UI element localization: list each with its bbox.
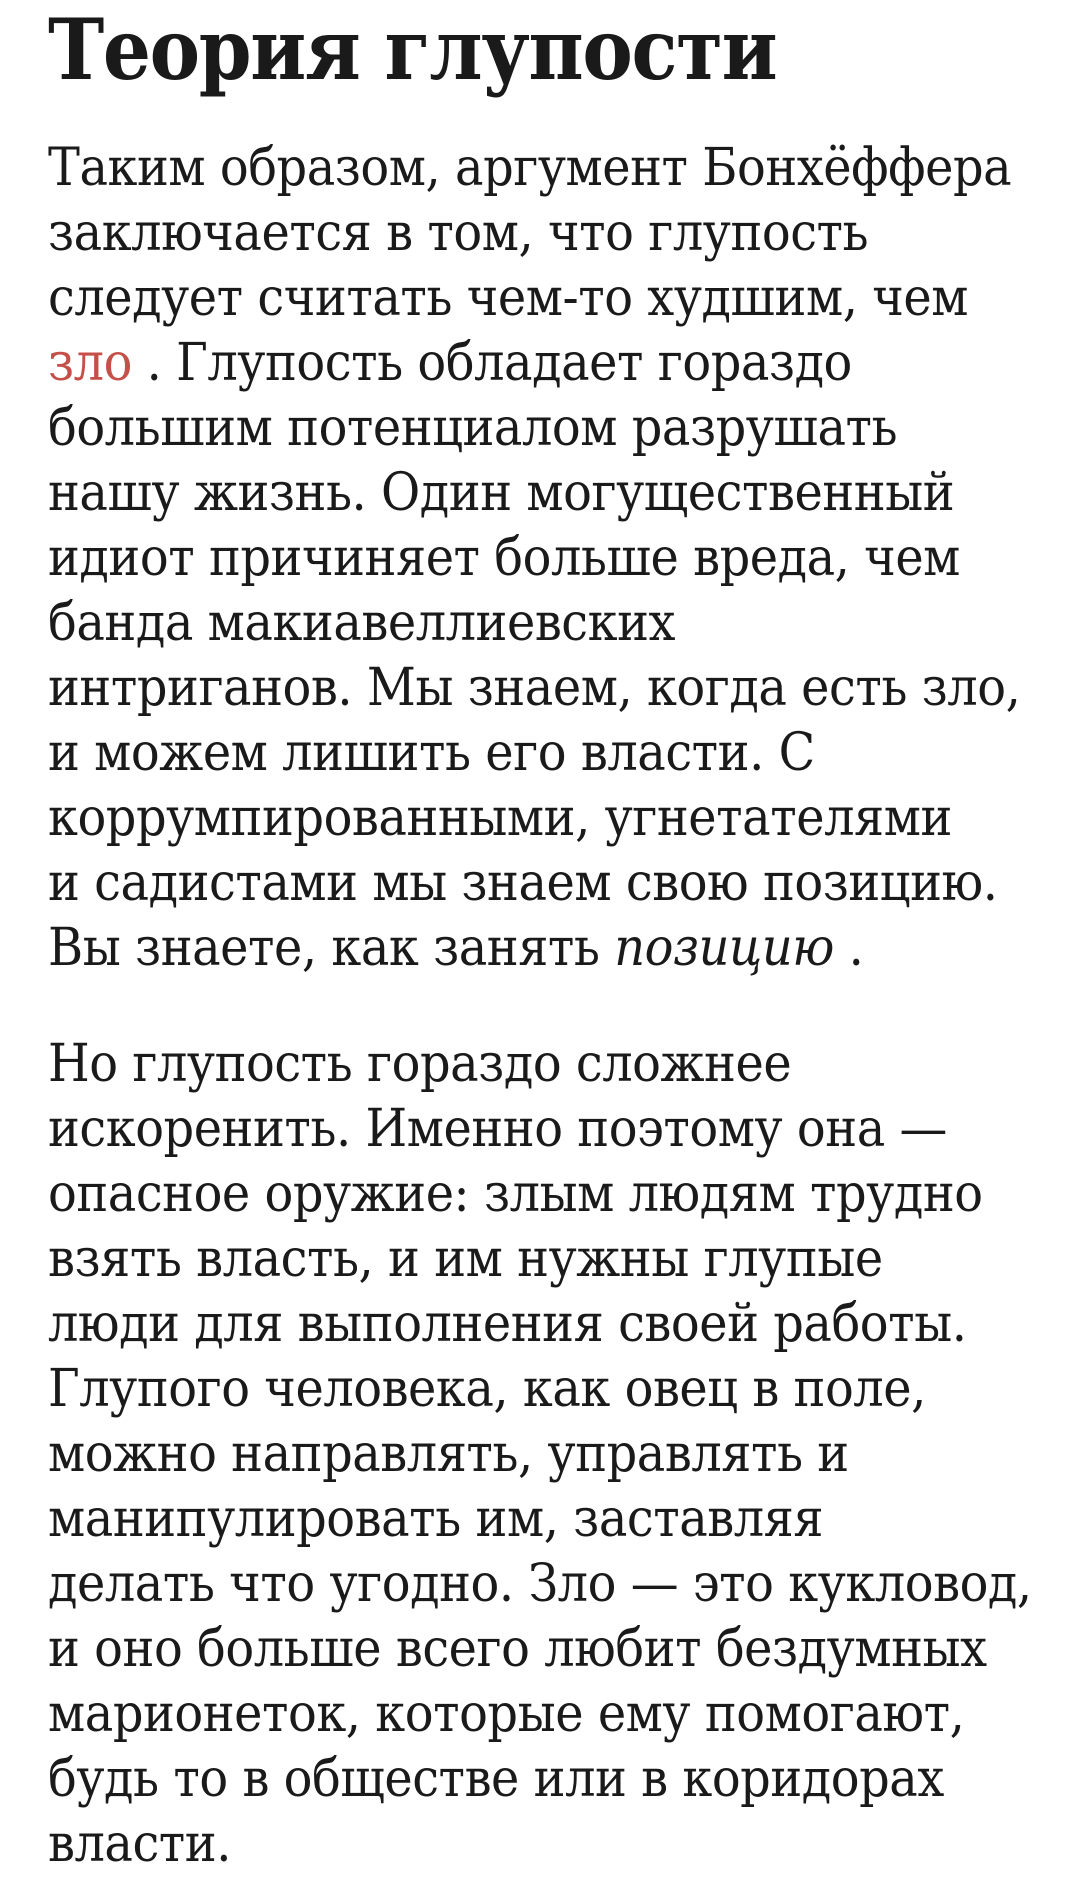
text-line — [48, 786, 953, 851]
text-line — [48, 266, 968, 331]
text-line — [48, 1682, 965, 1747]
text-segment: будь то в обществе или в коридорах — [48, 1749, 944, 1809]
text-segment: Таким образом, аргумент Бонхёффера — [48, 138, 1012, 198]
text-segment: Глупого человека, как овец в поле, — [48, 1359, 926, 1419]
text-segment: коррумпированными, угнетателями — [48, 788, 952, 848]
text-line — [48, 1032, 953, 1097]
text-segment: и садистами мы знаем свою позицию. — [48, 853, 998, 913]
text-line — [48, 1617, 987, 1682]
text-line — [48, 1292, 967, 1357]
text-segment: Но глупость гораздо сложнее — [48, 1034, 792, 1094]
text-segment: взять власть, и им нужны глупые — [48, 1229, 883, 1289]
text-line — [48, 916, 953, 981]
text-line — [48, 591, 953, 656]
text-line — [48, 1422, 953, 1487]
text-segment: делать что угодно. Зло — это кукловод, — [48, 1554, 1032, 1614]
text-line — [48, 721, 953, 786]
text-segment: власти. — [48, 1814, 231, 1874]
text-segment: искоренить. Именно поэтому она — — [48, 1099, 947, 1159]
text-line — [48, 461, 953, 526]
text-line — [48, 1097, 953, 1162]
text-segment: нашу жизнь. Один могущественный — [48, 463, 955, 523]
text-segment: банда макиавеллиевских — [48, 593, 676, 653]
text-line — [48, 1552, 1032, 1617]
text-segment: манипулировать им, заставляя — [48, 1489, 824, 1549]
emphasized-word: позицию — [614, 918, 834, 978]
paragraph — [48, 1032, 1032, 1877]
text-segment: интриганов. Мы знаем, когда есть зло, — [48, 658, 1021, 718]
text-segment: Вы знаете, как занять — [48, 918, 615, 978]
text-line — [48, 656, 1021, 721]
text-line — [48, 136, 1012, 201]
text-segment: . — [833, 918, 864, 978]
text-segment: большим потенциалом разрушать — [48, 398, 898, 458]
article-body — [48, 136, 1032, 1877]
evil-link[interactable]: зло — [48, 333, 132, 393]
text-segment: . Глупость обладает гораздо — [131, 333, 852, 393]
text-segment: заключается в том, что глупость — [48, 203, 869, 263]
article-title: Теория глупости — [48, 0, 777, 99]
text-segment: и оно больше всего любит бездумных — [48, 1619, 987, 1679]
text-segment: люди для выполнения своей работы. — [48, 1294, 967, 1354]
text-segment: марионеток, которые ему помогают, — [48, 1684, 965, 1744]
paragraph — [48, 136, 1032, 981]
text-line — [48, 1227, 953, 1292]
text-line — [48, 201, 953, 266]
text-segment: и можем лишить его власти. С — [48, 723, 815, 783]
text-line — [48, 1162, 983, 1227]
text-line — [48, 1487, 953, 1552]
text-line — [48, 1747, 953, 1812]
text-line — [48, 1357, 953, 1422]
text-segment: опасное оружие: злым людям трудно — [48, 1164, 983, 1224]
text-line — [48, 331, 953, 396]
text-segment: идиот причиняет больше вреда, чем — [48, 528, 960, 588]
text-line — [48, 851, 998, 916]
text-line — [48, 396, 953, 461]
text-segment: следует считать чем-то худшим, чем — [48, 268, 968, 328]
text-segment: можно направлять, управлять и — [48, 1424, 849, 1484]
text-line — [48, 526, 960, 591]
text-line — [48, 1812, 953, 1877]
